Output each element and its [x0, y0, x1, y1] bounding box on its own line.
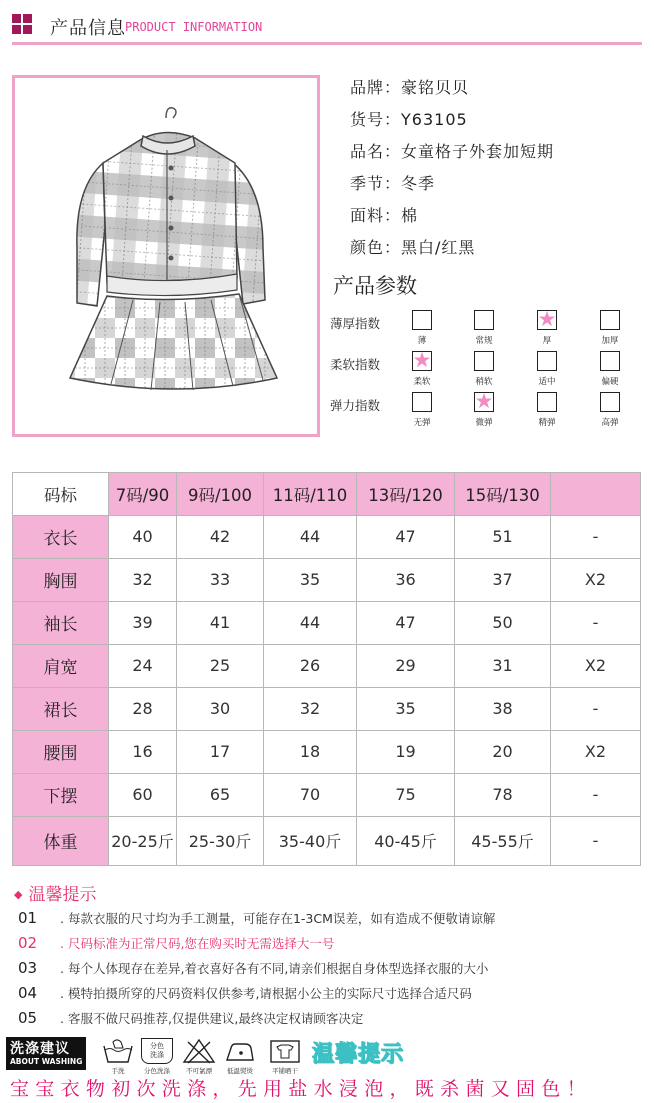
- tip-text: . 每款衣服的尺寸均为手工测量，可能存在1-3CM误差，如有造成不便敬请谅解: [60, 911, 496, 926]
- size-cell: -: [551, 515, 641, 558]
- size-cell: 37: [455, 558, 551, 601]
- size-cell: 44: [264, 601, 357, 644]
- size-cell: 25-30斤: [177, 816, 264, 865]
- table-row: [13, 687, 641, 730]
- size-cell: 42: [177, 515, 264, 558]
- param-option-label: 厚: [542, 336, 552, 346]
- tip-number: 02: [18, 934, 38, 952]
- size-cell: 51: [455, 515, 551, 558]
- size-cell: 30: [177, 687, 264, 730]
- size-header-cell: 11码/110: [264, 473, 357, 516]
- flat-dry-icon: [268, 1038, 302, 1064]
- flat-dry-label: 平铺晒干: [272, 1067, 298, 1075]
- size-cell: 18: [264, 730, 357, 773]
- table-row: [13, 515, 641, 558]
- table-row: [13, 644, 641, 687]
- size-cell: -: [551, 601, 641, 644]
- param-option-label: 柔软: [413, 377, 431, 387]
- size-cell: 17: [177, 730, 264, 773]
- size-cell: 50: [455, 601, 551, 644]
- wash-title-en: ABOUT WASHING: [10, 1057, 83, 1066]
- param-checkbox: [600, 392, 620, 412]
- info-color: 颜色：黑白/红黑: [350, 238, 476, 257]
- thickness-label: 薄厚指数: [330, 316, 381, 331]
- tips-title: [14, 880, 96, 905]
- tip-1: [18, 909, 495, 927]
- softness-label: 柔软指数: [330, 357, 381, 372]
- diamond-icon: ◆: [14, 888, 23, 901]
- size-header-cell: 7码/90: [109, 473, 177, 516]
- grid-logo-icon: [12, 14, 32, 34]
- wash-title: 洗涤建议: [10, 1041, 70, 1057]
- param-option-label: 稍软: [475, 377, 493, 387]
- size-corner-cell: 码标: [13, 473, 109, 516]
- tip-text: . 模特拍摄所穿的尺码资料仅供参考,请根据小公主的实际尺寸选择合适尺码: [60, 986, 472, 1001]
- size-cell: 26: [264, 644, 357, 687]
- param-option-label: 常规: [475, 336, 493, 346]
- size-cell: -: [551, 773, 641, 816]
- table-row: [13, 730, 641, 773]
- size-row-label: 下摆: [13, 773, 109, 816]
- table-row: [13, 558, 641, 601]
- tip-number: 04: [18, 984, 38, 1002]
- param-checkbox: [412, 351, 432, 371]
- tips-title-text: 温馨提示: [28, 885, 97, 905]
- param-option-label: 微弹: [475, 418, 493, 428]
- size-row-label: 体重: [13, 816, 109, 865]
- size-cell: 45-55斤: [455, 816, 551, 865]
- info-season: 季节：冬季: [350, 174, 436, 193]
- separate-wash-label: 分色洗涤: [144, 1067, 170, 1075]
- tip-number: 05: [18, 1009, 38, 1027]
- size-cell: -: [551, 816, 641, 865]
- size-cell: 75: [357, 773, 455, 816]
- size-cell: 70: [264, 773, 357, 816]
- size-cell: 47: [357, 515, 455, 558]
- size-row-label: 衣长: [13, 515, 109, 558]
- info-brand: 品牌：豪铭贝贝: [350, 78, 470, 97]
- size-cell: 38: [455, 687, 551, 730]
- size-cell: 16: [109, 730, 177, 773]
- tip-text: . 尺码标准为正常尺码,您在购买时无需选择大一号: [60, 936, 335, 951]
- size-row-label: 肩宽: [13, 644, 109, 687]
- param-checkbox: [474, 351, 494, 371]
- size-cell: 40-45斤: [357, 816, 455, 865]
- table-row: [13, 816, 641, 865]
- low-iron-label: 低温熨烫: [227, 1067, 253, 1075]
- size-cell: 40: [109, 515, 177, 558]
- size-cell: X2: [551, 558, 641, 601]
- info-product-name: 品名：女童格子外套加短期: [350, 142, 555, 161]
- size-cell: 44: [264, 515, 357, 558]
- size-cell: 35-40斤: [264, 816, 357, 865]
- divider: [12, 42, 642, 45]
- param-option-label: 高弹: [601, 418, 619, 428]
- size-cell: 28: [109, 687, 177, 730]
- size-cell: 20: [455, 730, 551, 773]
- size-header-cell: 9码/100: [177, 473, 264, 516]
- param-option-label: 无弹: [413, 418, 431, 428]
- size-row-label: 袖长: [13, 601, 109, 644]
- param-option-label: 精弹: [538, 418, 556, 428]
- no-bleach-label: 不可氯漂: [186, 1067, 212, 1075]
- warm-tip-heading: 温馨提示: [312, 1042, 405, 1067]
- size-cell: 33: [177, 558, 264, 601]
- size-header-cell: [551, 473, 641, 516]
- size-row-label: 裙长: [13, 687, 109, 730]
- no-bleach-icon: [182, 1038, 216, 1064]
- size-cell: 65: [177, 773, 264, 816]
- size-cell: 39: [109, 601, 177, 644]
- elasticity-label: 弹力指数: [330, 398, 381, 413]
- tip-5: [18, 1009, 363, 1027]
- size-cell: 20-25斤: [109, 816, 177, 865]
- table-row: [13, 601, 641, 644]
- size-cell: X2: [551, 730, 641, 773]
- tip-4: [18, 984, 472, 1002]
- tip-2: [18, 934, 334, 952]
- param-checkbox: [412, 310, 432, 330]
- size-row-label: 胸围: [13, 558, 109, 601]
- product-image: [12, 75, 320, 437]
- size-cell: 35: [264, 558, 357, 601]
- size-cell: X2: [551, 644, 641, 687]
- tip-number: 03: [18, 959, 38, 977]
- info-item-number: 货号：Y63105: [350, 110, 468, 129]
- size-cell: 32: [109, 558, 177, 601]
- param-checkbox: [600, 351, 620, 371]
- size-cell: 60: [109, 773, 177, 816]
- wash-badge: [6, 1037, 86, 1070]
- outfit-sketch: [15, 78, 317, 434]
- size-header-cell: 15码/130: [455, 473, 551, 516]
- hand-wash-icon: [101, 1038, 135, 1064]
- params-title: 产品参数: [333, 274, 417, 298]
- low-iron-icon: [223, 1038, 257, 1064]
- size-cell: 32: [264, 687, 357, 730]
- param-checkbox: [474, 310, 494, 330]
- param-checkbox: [537, 392, 557, 412]
- size-cell: 25: [177, 644, 264, 687]
- section-title-en: PRODUCT INFORMATION: [125, 20, 263, 34]
- param-option-label: 偏硬: [601, 377, 619, 387]
- tip-3: [18, 959, 488, 977]
- section-title: 产品信息: [50, 18, 126, 39]
- washing-advice: 宝宝衣物初次洗涤，先用盐水浸泡，既杀菌又固色！: [10, 1078, 592, 1100]
- size-cell: 36: [357, 558, 455, 601]
- info-fabric: 面料：棉: [350, 206, 419, 225]
- size-cell: 78: [455, 773, 551, 816]
- size-header-row: [13, 473, 641, 516]
- size-header-cell: 13码/120: [357, 473, 455, 516]
- size-cell: 24: [109, 644, 177, 687]
- param-option-label: 加厚: [601, 336, 619, 346]
- table-row: [13, 773, 641, 816]
- param-checkbox: [412, 392, 432, 412]
- size-cell: 19: [357, 730, 455, 773]
- size-row-label: 腰围: [13, 730, 109, 773]
- tip-text: . 每个人体现存在差异,着衣喜好各有不同,请亲们根据自身体型选择衣服的大小: [60, 961, 489, 976]
- param-checkbox: [474, 392, 494, 412]
- tip-number: 01: [18, 909, 38, 927]
- param-checkbox: [537, 351, 557, 371]
- param-checkbox: [537, 310, 557, 330]
- size-cell: 29: [357, 644, 455, 687]
- size-cell: 31: [455, 644, 551, 687]
- hand-wash-label: 手洗: [111, 1067, 125, 1075]
- separate-wash-icon: 分色 洗涤: [141, 1038, 173, 1064]
- tip-text: . 客服不做尺码推荐,仅提供建议,最终决定权请顾客决定: [60, 1011, 364, 1026]
- param-option-label: 薄: [417, 336, 427, 346]
- size-cell: 47: [357, 601, 455, 644]
- param-option-label: 适中: [538, 377, 556, 387]
- size-cell: -: [551, 687, 641, 730]
- param-checkbox: [600, 310, 620, 330]
- size-cell: 41: [177, 601, 264, 644]
- size-cell: 35: [357, 687, 455, 730]
- size-table: [12, 472, 641, 866]
